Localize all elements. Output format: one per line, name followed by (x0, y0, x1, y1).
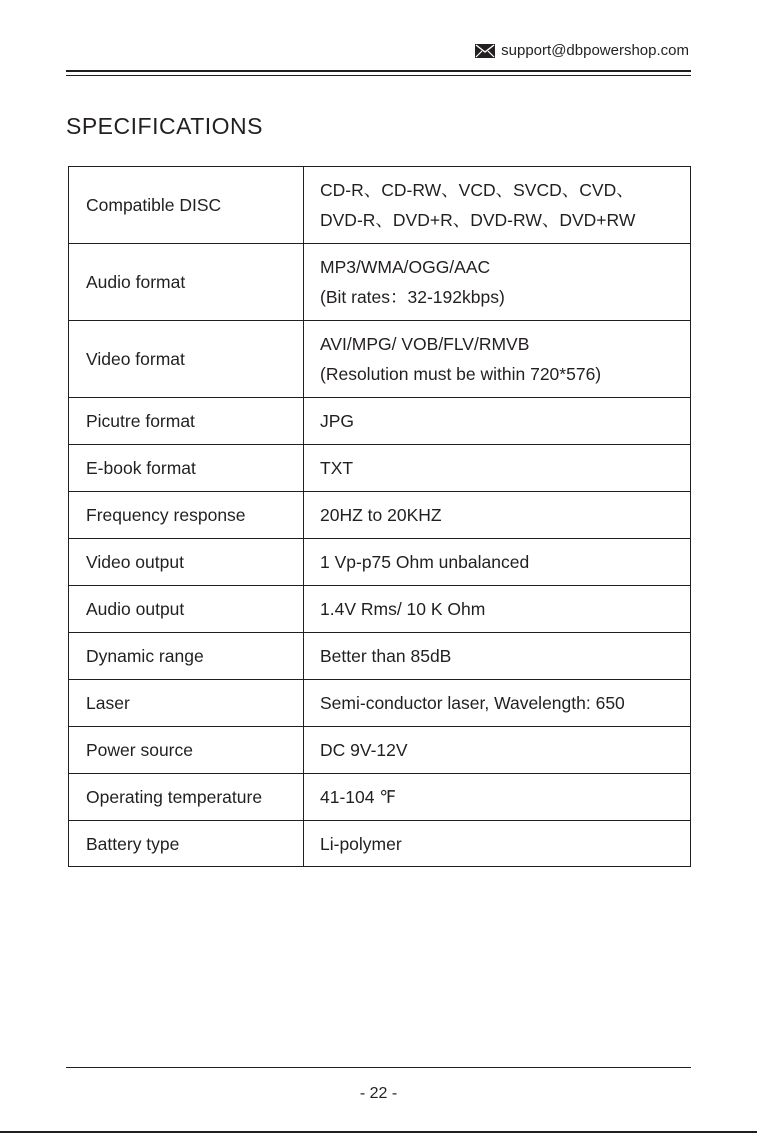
page-bottom-edge (0, 1131, 757, 1133)
spec-value-line: JPG (320, 411, 355, 431)
header-rule-thin (66, 75, 691, 76)
spec-value (304, 398, 691, 445)
spec-label: Operating temperature (69, 774, 304, 821)
spec-label: Power source (69, 727, 304, 774)
spec-value-line: Li-polymer (320, 833, 402, 854)
spec-value (304, 680, 691, 727)
page-title: SPECIFICATIONS (66, 113, 263, 139)
spec-label: Laser (69, 680, 304, 727)
spec-value (304, 774, 691, 821)
envelope-icon (475, 44, 495, 58)
spec-value (304, 492, 691, 539)
spec-value-line: 41-104 ℉ (320, 787, 397, 807)
spec-label: E-book format (69, 445, 304, 492)
spec-row (69, 680, 691, 727)
spec-value (304, 586, 691, 633)
page-header (475, 42, 689, 59)
spec-label: Video format (69, 321, 304, 398)
spec-label: Audio output (69, 586, 304, 633)
spec-value (304, 244, 691, 321)
spec-value-line: 20HZ to 20KHZ (320, 505, 442, 525)
spec-label: Audio format (69, 244, 304, 321)
spec-label: Compatible DISC (69, 167, 304, 244)
spec-value-line: DVD-R、DVD+R、DVD-RW、DVD+RW (320, 210, 636, 230)
spec-row (69, 167, 691, 244)
spec-value (304, 727, 691, 774)
spec-value-line: MP3/WMA/OGG/AAC (320, 257, 491, 277)
spec-label: Picutre format (69, 398, 304, 445)
footer-rule (66, 1067, 691, 1068)
spec-value-line: (Resolution must be within 720*576) (320, 364, 602, 384)
support-email: support@dbpowershop.com (501, 42, 689, 59)
specifications-table (68, 166, 691, 867)
spec-row (69, 492, 691, 539)
spec-value-line: 1 Vp-p75 Ohm unbalanced (320, 552, 530, 572)
spec-row (69, 633, 691, 680)
spec-value (304, 445, 691, 492)
spec-row (69, 727, 691, 774)
spec-value-line: (Bit rates：32-192kbps) (320, 287, 505, 307)
spec-value-line: 1.4V Rms/ 10 K Ohm (320, 599, 486, 619)
spec-value-line: CD-R、CD-RW、VCD、SVCD、CVD、 (320, 180, 634, 200)
spec-row (69, 321, 691, 398)
spec-row (69, 774, 691, 821)
spec-row (69, 821, 691, 867)
spec-label: Frequency response (69, 492, 304, 539)
spec-value (304, 633, 691, 680)
spec-row (69, 586, 691, 633)
page-number: - 22 - (359, 1085, 398, 1102)
spec-value-line: AVI/MPG/ VOB/FLV/RMVB (320, 334, 530, 354)
spec-label: Video output (69, 539, 304, 586)
spec-value (304, 321, 691, 398)
spec-value-line: DC 9V-12V (320, 740, 408, 760)
spec-value-line: Semi-conductor laser, Wavelength: 650 (320, 693, 625, 713)
spec-row (69, 539, 691, 586)
spec-value (304, 167, 691, 244)
spec-label: Battery type (69, 821, 304, 867)
spec-label: Dynamic range (69, 633, 304, 680)
spec-row (69, 398, 691, 445)
spec-value (304, 539, 691, 586)
header-rule (66, 70, 691, 72)
spec-value-line: Better than 85dB (320, 646, 452, 666)
spec-row (69, 445, 691, 492)
spec-row (69, 244, 691, 321)
spec-value-line: TXT (320, 458, 354, 478)
spec-value (304, 821, 691, 867)
